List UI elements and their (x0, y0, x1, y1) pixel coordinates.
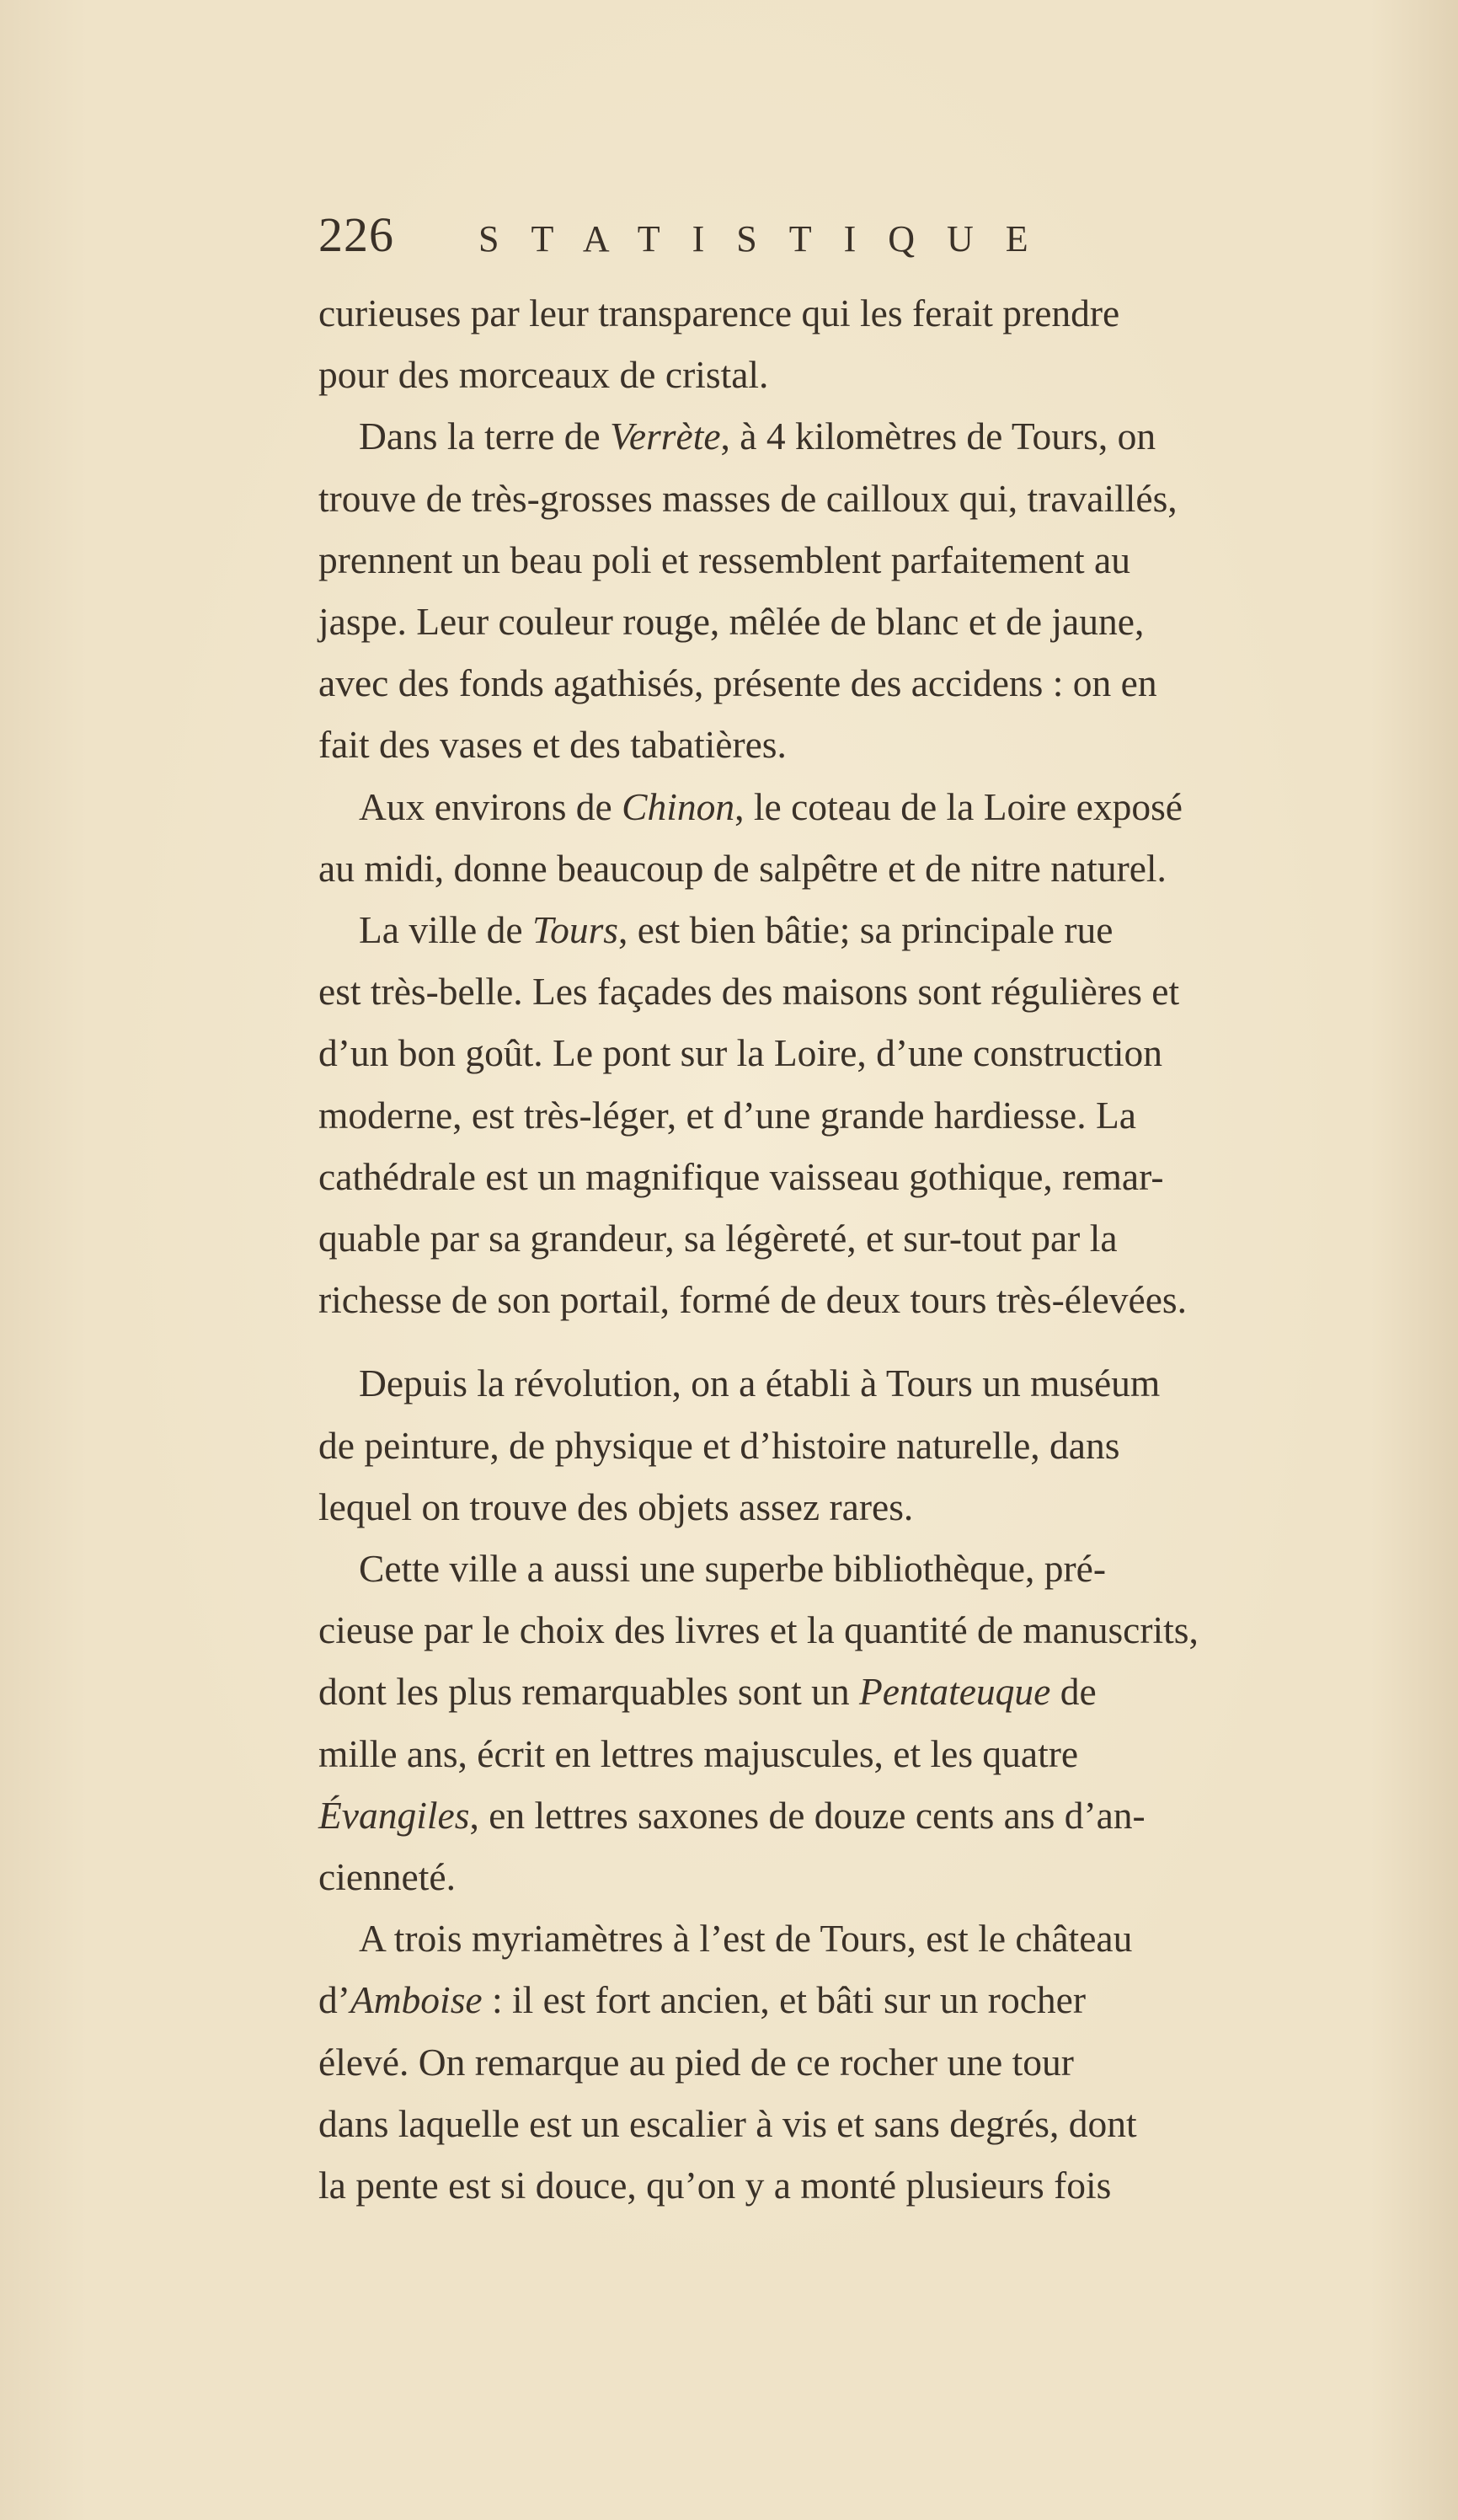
text-line: de peinture, de physique et d’histoire naturelle, dans (318, 1423, 1120, 1467)
text-line: Depuis la révolution, on a établi à Tours un muséum (359, 1362, 1161, 1405)
text-line: mille ans, écrit en lettres majuscules, et les quatre (318, 1731, 1079, 1775)
text-line: curieuses par leur transparence qui les ferait prendre (318, 292, 1120, 334)
paragraph (318, 405, 1413, 775)
italic-place-name: Chinon (622, 784, 735, 828)
text-line: La ville de Tours, est bien bâtie; sa principale rue (359, 908, 1114, 952)
page-number: 226 (318, 207, 394, 262)
paragraph (318, 1907, 1413, 2216)
text-line: Cette ville a aussi une superbe bibliothèque, pré- (359, 1547, 1106, 1591)
paragraph (318, 282, 1413, 405)
text-line: prennent un beau poli et ressemblent parfaitement au (318, 538, 1130, 581)
text-line: dont les plus remarquables sont un Pentateuque de (318, 1670, 1097, 1714)
text-line: la pente est si douce, qu’on y a monté plusieurs fois (318, 2164, 1112, 2207)
running-title: STATISTIQUE (478, 218, 1060, 259)
paragraph (318, 776, 1413, 899)
italic-place-name: Tours (531, 908, 618, 952)
paragraph (318, 1538, 1413, 1907)
text-line: moderne, est très-léger, et d’une grande hardiesse. La (318, 1093, 1136, 1137)
text-line: A trois myriamètres à l’est de Tours, est le château (359, 1917, 1133, 1961)
paragraph (318, 1352, 1413, 1538)
italic-place-name: Pentateuque (858, 1670, 1051, 1714)
text-line: est très-belle. Les façades des maisons sont régulières et (318, 970, 1180, 1014)
text-line: lequel on trouve des objets assez rares. (318, 1485, 914, 1528)
text-line: cieuse par le choix des livres et la quantité de manuscrits, (318, 1608, 1199, 1652)
text-line: d’un bon goût. Le pont sur la Loire, d’une construction (318, 1031, 1163, 1075)
text-line: richesse de son portail, formé de deux tours très-élevées. (318, 1278, 1187, 1322)
text-line: Évangiles, en lettres saxones de douze cents ans d’an- (318, 1793, 1146, 1837)
paragraph (318, 899, 1413, 1330)
text-line: cathédrale est un magnifique vaisseau gothique, remar- (318, 1154, 1164, 1198)
running-head (318, 206, 1413, 265)
italic-place-name: Verrète (610, 415, 721, 458)
text-line: jaspe. Leur couleur rouge, mêlée de blanc et de jaune, (318, 600, 1145, 644)
text-line: quable par sa grandeur, sa légèreté, et sur-tout par la (318, 1217, 1118, 1260)
text-line: dans laquelle est un escalier à vis et sans degrés, dont (318, 2101, 1137, 2145)
text-line: fait des vases et des tabatières. (318, 723, 787, 767)
text-line: cienneté. (318, 1855, 456, 1899)
text-line: Aux environs de Chinon, le coteau de la Loire exposé (359, 784, 1183, 828)
text-line: avec des fonds agathisés, présente des accidens : on en (318, 661, 1157, 705)
body-text (318, 282, 1413, 2216)
text-line: pour des morceaux de cristal. (318, 353, 769, 397)
text-line: au midi, donne beaucoup de salpêtre et de nitre naturel. (318, 846, 1167, 890)
text-line: trouve de très-grosses masses de cailloux qui, travaillés, (318, 476, 1178, 520)
text-line: Dans la terre de Verrète, à 4 kilomètres de Tours, on (359, 415, 1156, 458)
italic-place-name: Amboise (350, 1978, 483, 2022)
text-line: élevé. On remarque au pied de ce rocher une tour (318, 2040, 1074, 2084)
book-page (318, 206, 1413, 2216)
text-line: d’Amboise : il est fort ancien, et bâti sur un rocher (318, 1978, 1086, 2022)
italic-place-name: Évangiles (318, 1793, 470, 1837)
